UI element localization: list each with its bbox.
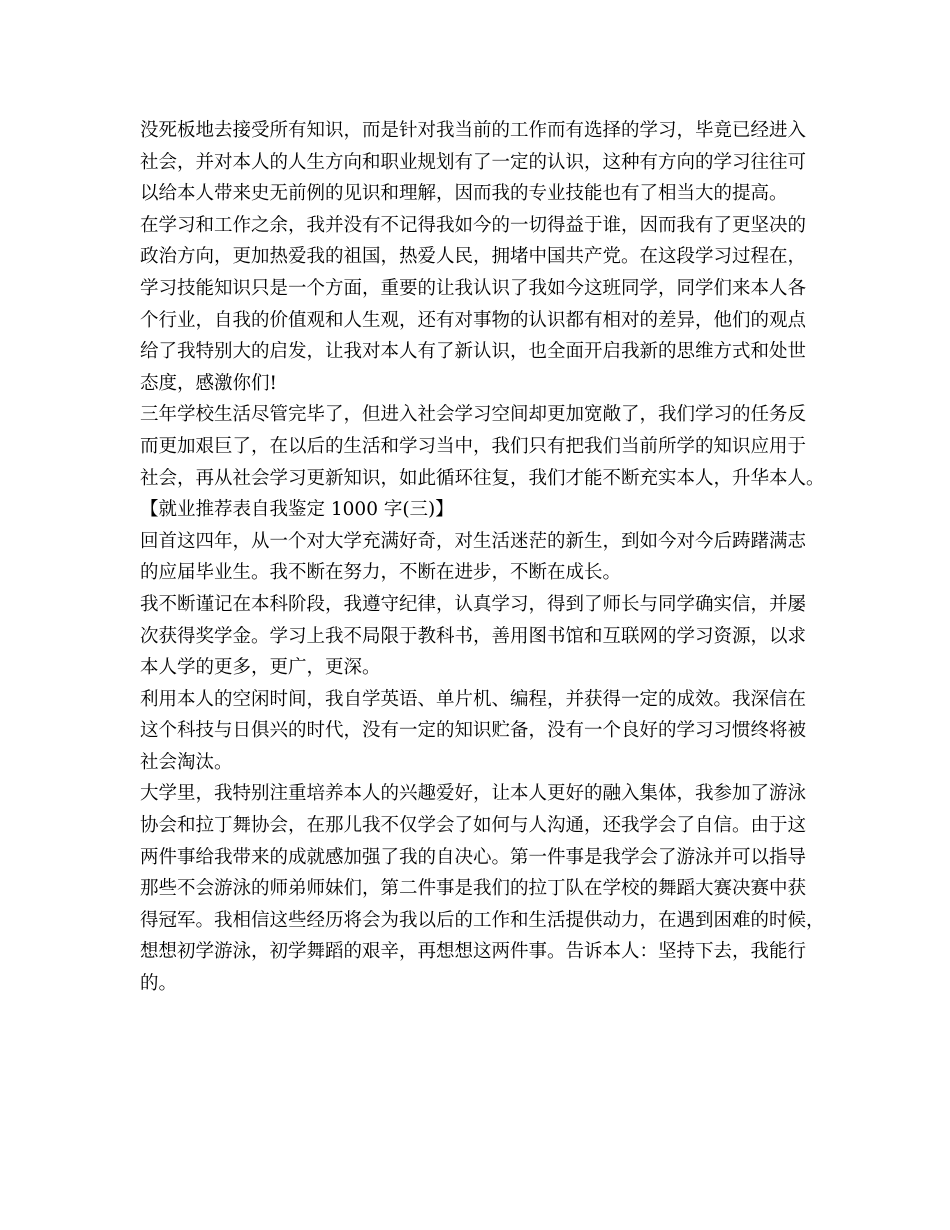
text-line: 得冠军。我相信这些经历将会为我以后的工作和生活提供动力，在遇到困难的时候， bbox=[140, 909, 825, 931]
text-line: 没死板地去接受所有知识，而是针对我当前的工作而有选择的学习，毕竟已经进入 bbox=[140, 120, 807, 141]
text-line: 的应届毕业生。我不断在努力，不断在进步，不断在成长。 bbox=[140, 562, 622, 584]
text-line: 个行业，自我的价值观和人生观，还有对事物的认识都有相对的差异，他们的观点 bbox=[140, 309, 807, 331]
text-line: 社会，并对本人的人生方向和职业规划有了一定的认识，这种有方向的学习往往可 bbox=[140, 151, 807, 173]
text-line: 在学习和工作之余，我并没有不记得我如今的一切得益于谁，因而我有了更坚决的 bbox=[140, 214, 807, 236]
document-body bbox=[140, 115, 825, 1000]
text-line: 社会，再从社会学习更新知识，如此循环往复，我们才能不断充实本人，升华本人。 bbox=[140, 467, 825, 489]
text-line: 两件事给我带来的成就感加强了我的自决心。第一件事是我学会了游泳并可以指导 bbox=[140, 846, 807, 868]
text-line: 政治方向，更加热爱我的祖国，热爱人民，拥堵中国共产党。在这段学习过程在， bbox=[140, 246, 807, 268]
text-line: 大学里，我特别注重培养本人的兴趣爱好，让本人更好的融入集体，我参加了游泳 bbox=[140, 783, 807, 805]
text-line: 我不断谨记在本科阶段，我遵守纪律，认真学习，得到了师长与同学确实信，并屡 bbox=[140, 593, 807, 615]
text-line: 利用本人的空闲时间，我自学英语、单片机、编程，并获得一定的成效。我深信在 bbox=[140, 688, 807, 710]
text-line: 以给本人带来史无前例的见识和理解，因而我的专业技能也有了相当大的提高。 bbox=[140, 183, 788, 205]
text-line: 给了我特别大的启发，让我对本人有了新认识，也全面开启我新的思维方式和处世 bbox=[140, 341, 807, 363]
text-line: 态度，感激你们! bbox=[140, 372, 277, 394]
text-line: 次获得奖学金。学习上我不局限于教科书，善用图书馆和互联网的学习资源，以求 bbox=[140, 625, 807, 647]
text-line: 这个科技与日俱兴的时代，没有一定的知识贮备，没有一个良好的学习习惯终将被 bbox=[140, 720, 807, 742]
text-line: 协会和拉丁舞协会，在那儿我不仅学会了如何与人沟通，还我学会了自信。由于这 bbox=[140, 815, 807, 837]
text-line: 回首这四年，从一个对大学充满好奇，对生活迷茫的新生，到如今对今后踌躇满志 bbox=[140, 530, 807, 552]
text-line: 想想初学游泳，初学舞蹈的艰辛，再想想这两件事。告诉本人：坚持下去，我能行 bbox=[140, 941, 807, 963]
text-line: 三年学校生活尽管完毕了，但进入社会学习空间却更加宽敞了，我们学习的任务反 bbox=[140, 404, 807, 426]
text-line: 社会淘汰。 bbox=[140, 751, 233, 773]
text-line: 那些不会游泳的师弟师妹们，第二件事是我们的拉丁队在学校的舞蹈大赛决赛中获 bbox=[140, 878, 807, 900]
text-line: 本人学的更多，更广，更深。 bbox=[140, 657, 381, 679]
section-heading: 【就业推荐表自我鉴定 1000 字(三)】 bbox=[140, 499, 454, 521]
text-line: 学习技能知识只是一个方面，重要的让我认识了我如今这班同学，同学们来本人各 bbox=[140, 277, 807, 299]
text-line: 而更加艰巨了，在以后的生活和学习当中，我们只有把我们当前所学的知识应用于 bbox=[140, 435, 807, 457]
text-line: 的。 bbox=[140, 973, 178, 995]
